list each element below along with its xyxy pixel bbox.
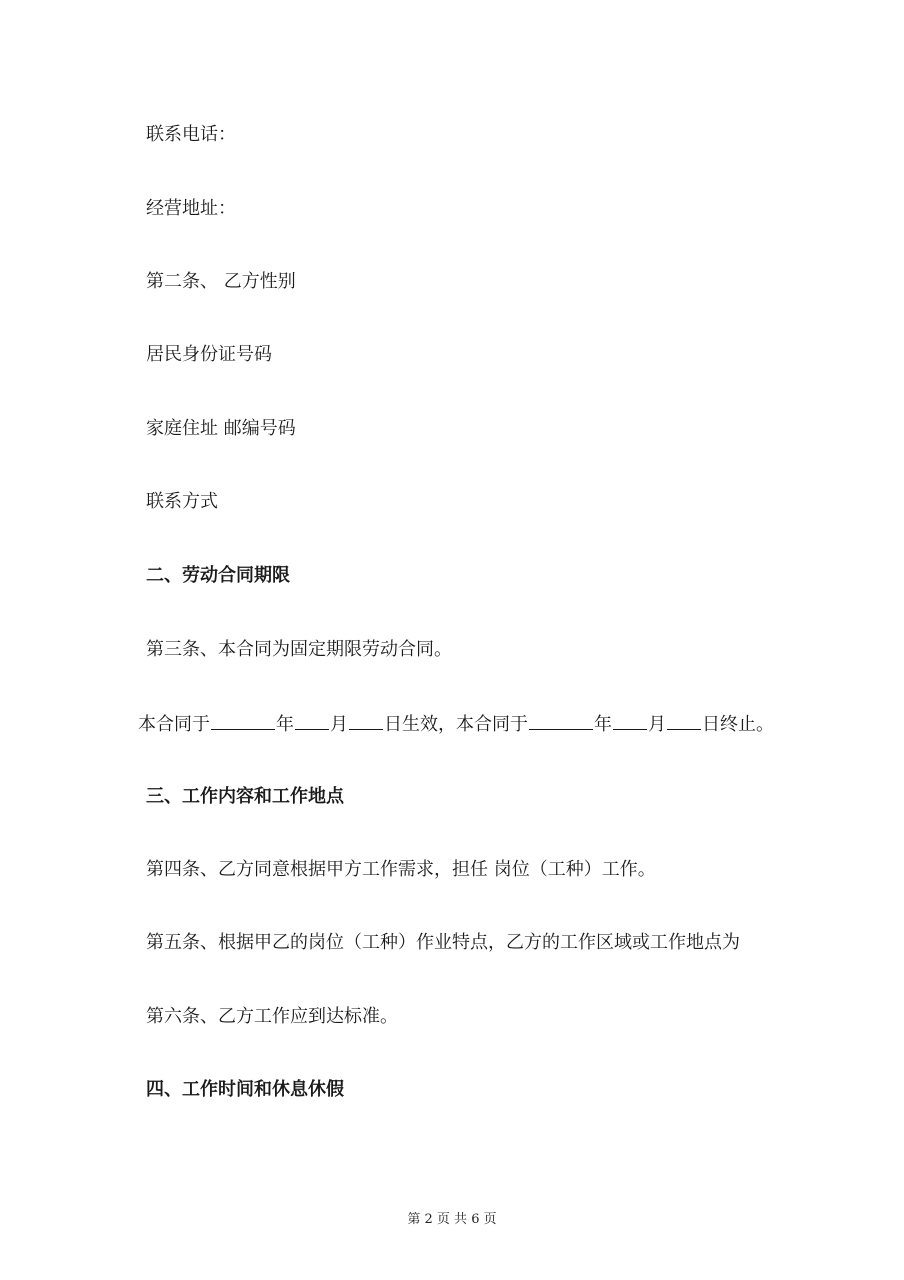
term-month-1: 月 (330, 714, 348, 735)
home-address-line: 家庭住址 邮编号码 (146, 418, 296, 439)
article-3-line: 第三条、本合同为固定期限劳动合同。 (146, 639, 452, 660)
term-end: 日终止。 (702, 714, 774, 735)
section-2-heading: 二、劳动合同期限 (146, 565, 290, 586)
end-day-blank (667, 711, 701, 730)
term-year-2: 年 (594, 714, 612, 735)
start-year-blank (211, 711, 275, 730)
term-month-2: 月 (648, 714, 666, 735)
contact-method-line: 联系方式 (146, 491, 218, 512)
start-day-blank (349, 711, 383, 730)
term-effective: 日生效，本合同于 (384, 714, 528, 735)
article-5-line: 第五条、根据甲乙的岗位（工种）作业特点，乙方的工作区域或工作地点为 (146, 932, 740, 953)
term-prefix: 本合同于 (138, 714, 210, 735)
article-2-line: 第二条、 乙方性别 (146, 271, 296, 292)
article-6-line: 第六条、乙方工作应到达标准。 (146, 1006, 398, 1027)
page-number-footer: 第 2 页 共 6 页 (407, 1212, 497, 1227)
term-year-1: 年 (276, 714, 294, 735)
contract-term-line (138, 711, 774, 737)
contact-phone-line: 联系电话： (146, 124, 236, 145)
id-number-line: 居民身份证号码 (146, 344, 272, 365)
section-3-heading: 三、工作内容和工作地点 (146, 786, 344, 807)
end-month-blank (613, 711, 647, 730)
section-4-heading: 四、工作时间和休息休假 (146, 1079, 344, 1100)
end-year-blank (529, 711, 593, 730)
start-month-blank (295, 711, 329, 730)
business-address-line: 经营地址： (146, 198, 236, 219)
article-4-line: 第四条、乙方同意根据甲方工作需求，担任 岗位（工种）工作。 (146, 859, 656, 880)
